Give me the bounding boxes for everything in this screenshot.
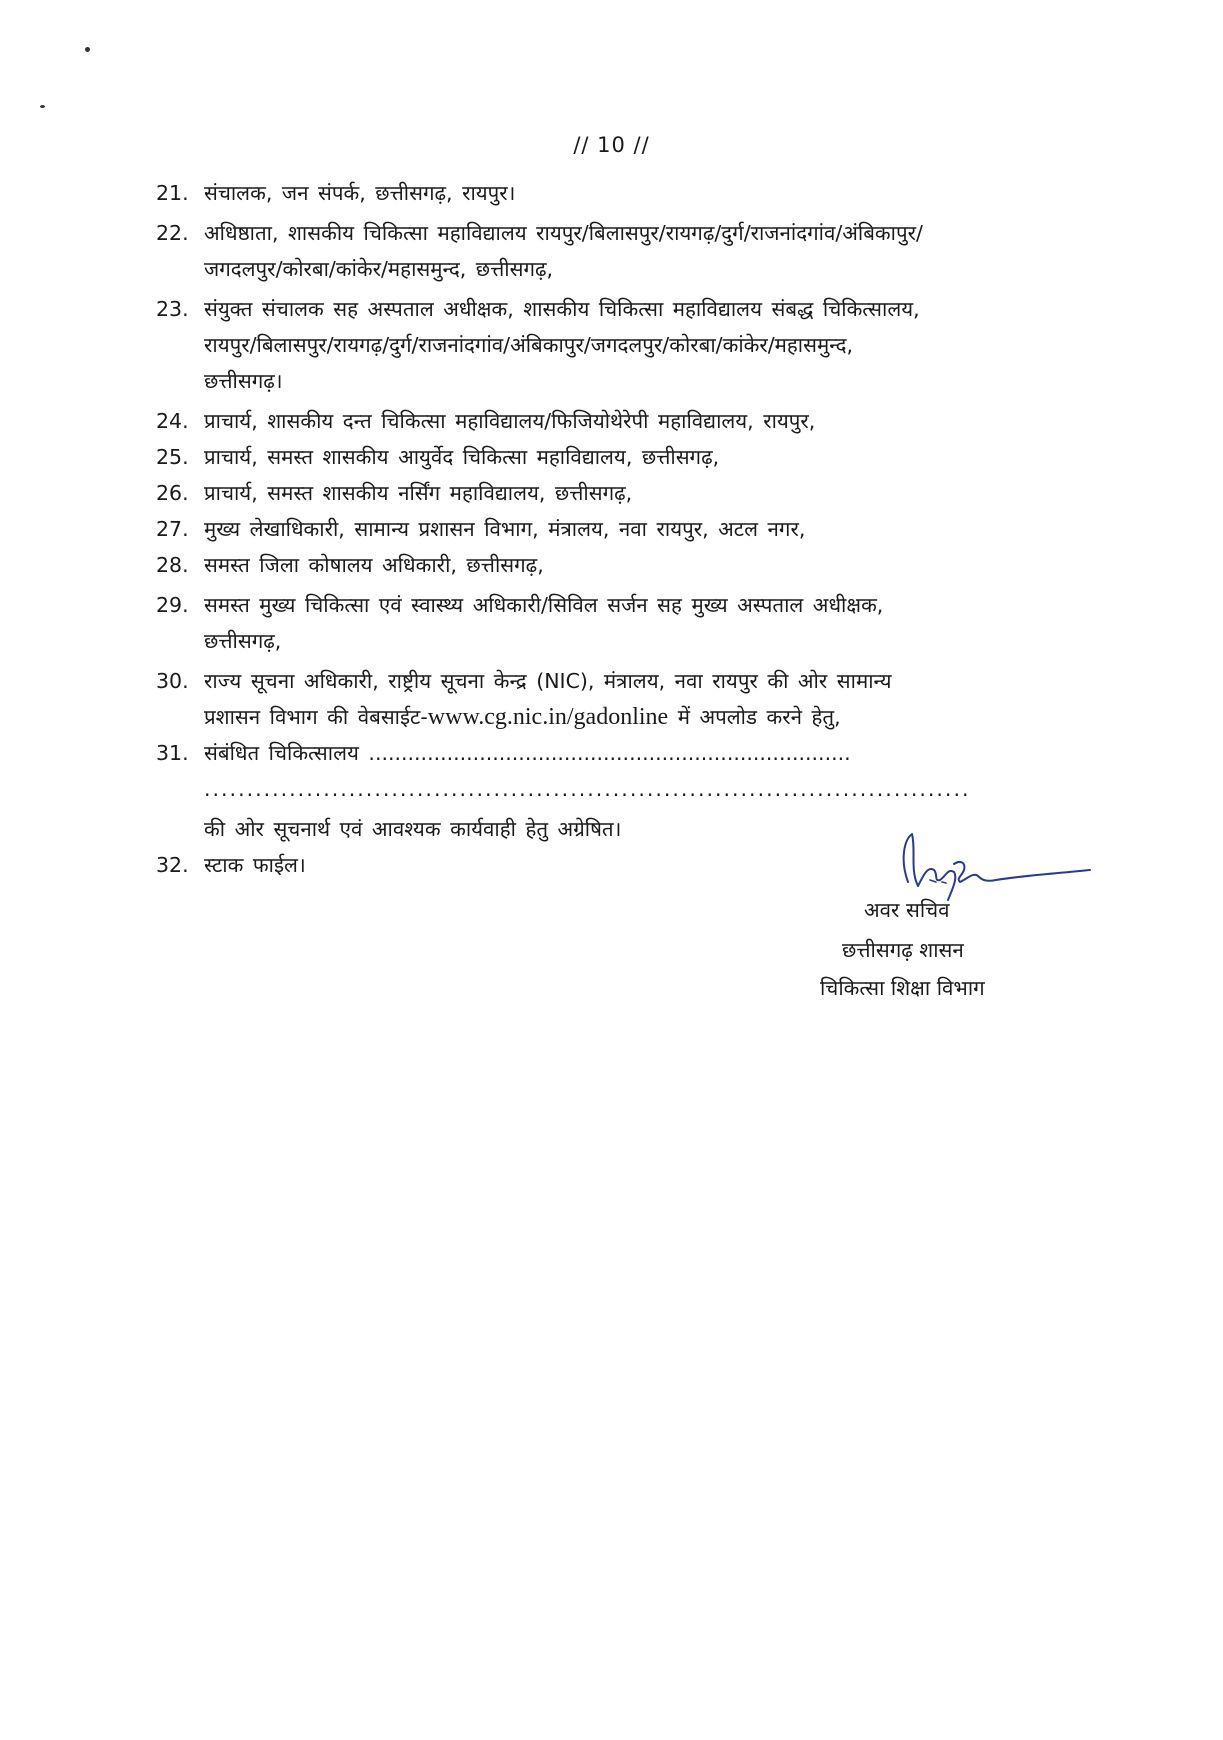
item-text: की ओर सूचनार्थ एवं आवश्यक कार्यवाही हेतु अग्रेषित।: [204, 817, 622, 841]
hospital-fill-line: [204, 735, 1081, 771]
list-item: [156, 475, 1081, 511]
list-item: [156, 403, 1081, 439]
item-number: 23.: [156, 297, 189, 321]
scan-speck: [40, 105, 45, 108]
item-text: समस्त मुख्य चिकित्सा एवं स्वास्थ्य अधिकारी/सिविल सर्जन सह मुख्य अस्पताल अधीक्षक,: [204, 593, 884, 617]
item-text-url-line: [204, 699, 1081, 735]
item-text: अधिष्ठाता, शासकीय चिकित्सा महाविद्यालय रायपुर/बिलासपुर/रायगढ़/दुर्ग/राजनांदगांव/अंबिकापुर/: [204, 221, 923, 245]
list-item: [156, 175, 1081, 211]
item-number: 25.: [156, 445, 189, 469]
item-text: रायपुर/बिलासपुर/रायगढ़/दुर्ग/राजनांदगांव/अंबिकापुर/जगदलपुर/कोरबा/कांकेर/महासमुन्द,: [204, 333, 853, 357]
list-item: [156, 215, 1081, 287]
item-text: संयुक्त संचालक सह अस्पताल अधीक्षक, शासकीय चिकित्सा महाविद्यालय संबद्ध चिकित्सालय,: [204, 297, 920, 321]
item-number: 22.: [156, 221, 189, 245]
item-text: प्राचार्य, समस्त शासकीय नर्सिंग महाविद्यालय, छत्तीसगढ़,: [204, 481, 633, 505]
page-number: // 10 //: [573, 133, 650, 157]
list-item: [156, 439, 1081, 475]
item-text: जगदलपुर/कोरबा/कांकेर/महासमुन्द, छत्तीसगढ़,: [204, 257, 554, 281]
item-text: छत्तीसगढ़।: [204, 369, 283, 393]
list-item: [156, 547, 1081, 583]
item-text: प्राचार्य, समस्त शासकीय आयुर्वेद चिकित्सा महाविद्यालय, छत्तीसगढ़,: [204, 445, 720, 469]
item-text: में अपलोड करने हेतु,: [668, 705, 841, 729]
item-text: समस्त जिला कोषालय अधिकारी, छत्तीसगढ़,: [204, 553, 544, 577]
list-item: [156, 663, 1081, 735]
item-text: राज्य सूचना अधिकारी, राष्ट्रीय सूचना केन्द्र (NIC), मंत्रालय, नवा रायपुर की ओर सामान्य: [204, 669, 892, 693]
item-number: 27.: [156, 517, 189, 541]
item-text: संचालक, जन संपर्क, छत्तीसगढ़, रायपुर।: [204, 181, 516, 205]
list-item: [156, 291, 1081, 399]
dotted-blank: ..........................................................................................: [204, 777, 971, 801]
item-number: 24.: [156, 409, 189, 433]
list-item: [156, 587, 1081, 659]
item-number: 31.: [156, 741, 189, 765]
item-text: संबंधित चिकित्सालय: [204, 741, 359, 765]
signatory-designation: अवर सचिव: [864, 898, 950, 922]
item-number: 29.: [156, 593, 189, 617]
item-number: 26.: [156, 481, 189, 505]
item-text: प्रशासन विभाग की वेबसाईट-: [204, 705, 428, 729]
item-number: 21.: [156, 181, 189, 205]
distribution-list: [156, 175, 1081, 883]
scan-speck: [85, 47, 90, 52]
item-text: प्राचार्य, शासकीय दन्त चिकित्सा महाविद्यालय/फिजियोथेरेपी महाविद्यालय, रायपुर,: [204, 409, 816, 433]
item-text: छत्तीसगढ़,: [204, 629, 282, 653]
item-text: स्टाक फाईल।: [204, 853, 306, 877]
signatory-office: छत्तीसगढ़ शासन: [842, 938, 964, 962]
signatory-department: चिकित्सा शिक्षा विभाग: [820, 976, 985, 1000]
list-item: [156, 511, 1081, 547]
website-url: www.cg.nic.in/gadonline: [427, 704, 669, 730]
item-number: 32.: [156, 853, 189, 877]
item-text: मुख्य लेखाधिकारी, सामान्य प्रशासन विभाग, मंत्रालय, नवा रायपुर, अटल नगर,: [204, 517, 806, 541]
item-number: 30.: [156, 669, 189, 693]
item-number: 28.: [156, 553, 189, 577]
dotted-blank: ..........................................................................: [368, 741, 851, 765]
